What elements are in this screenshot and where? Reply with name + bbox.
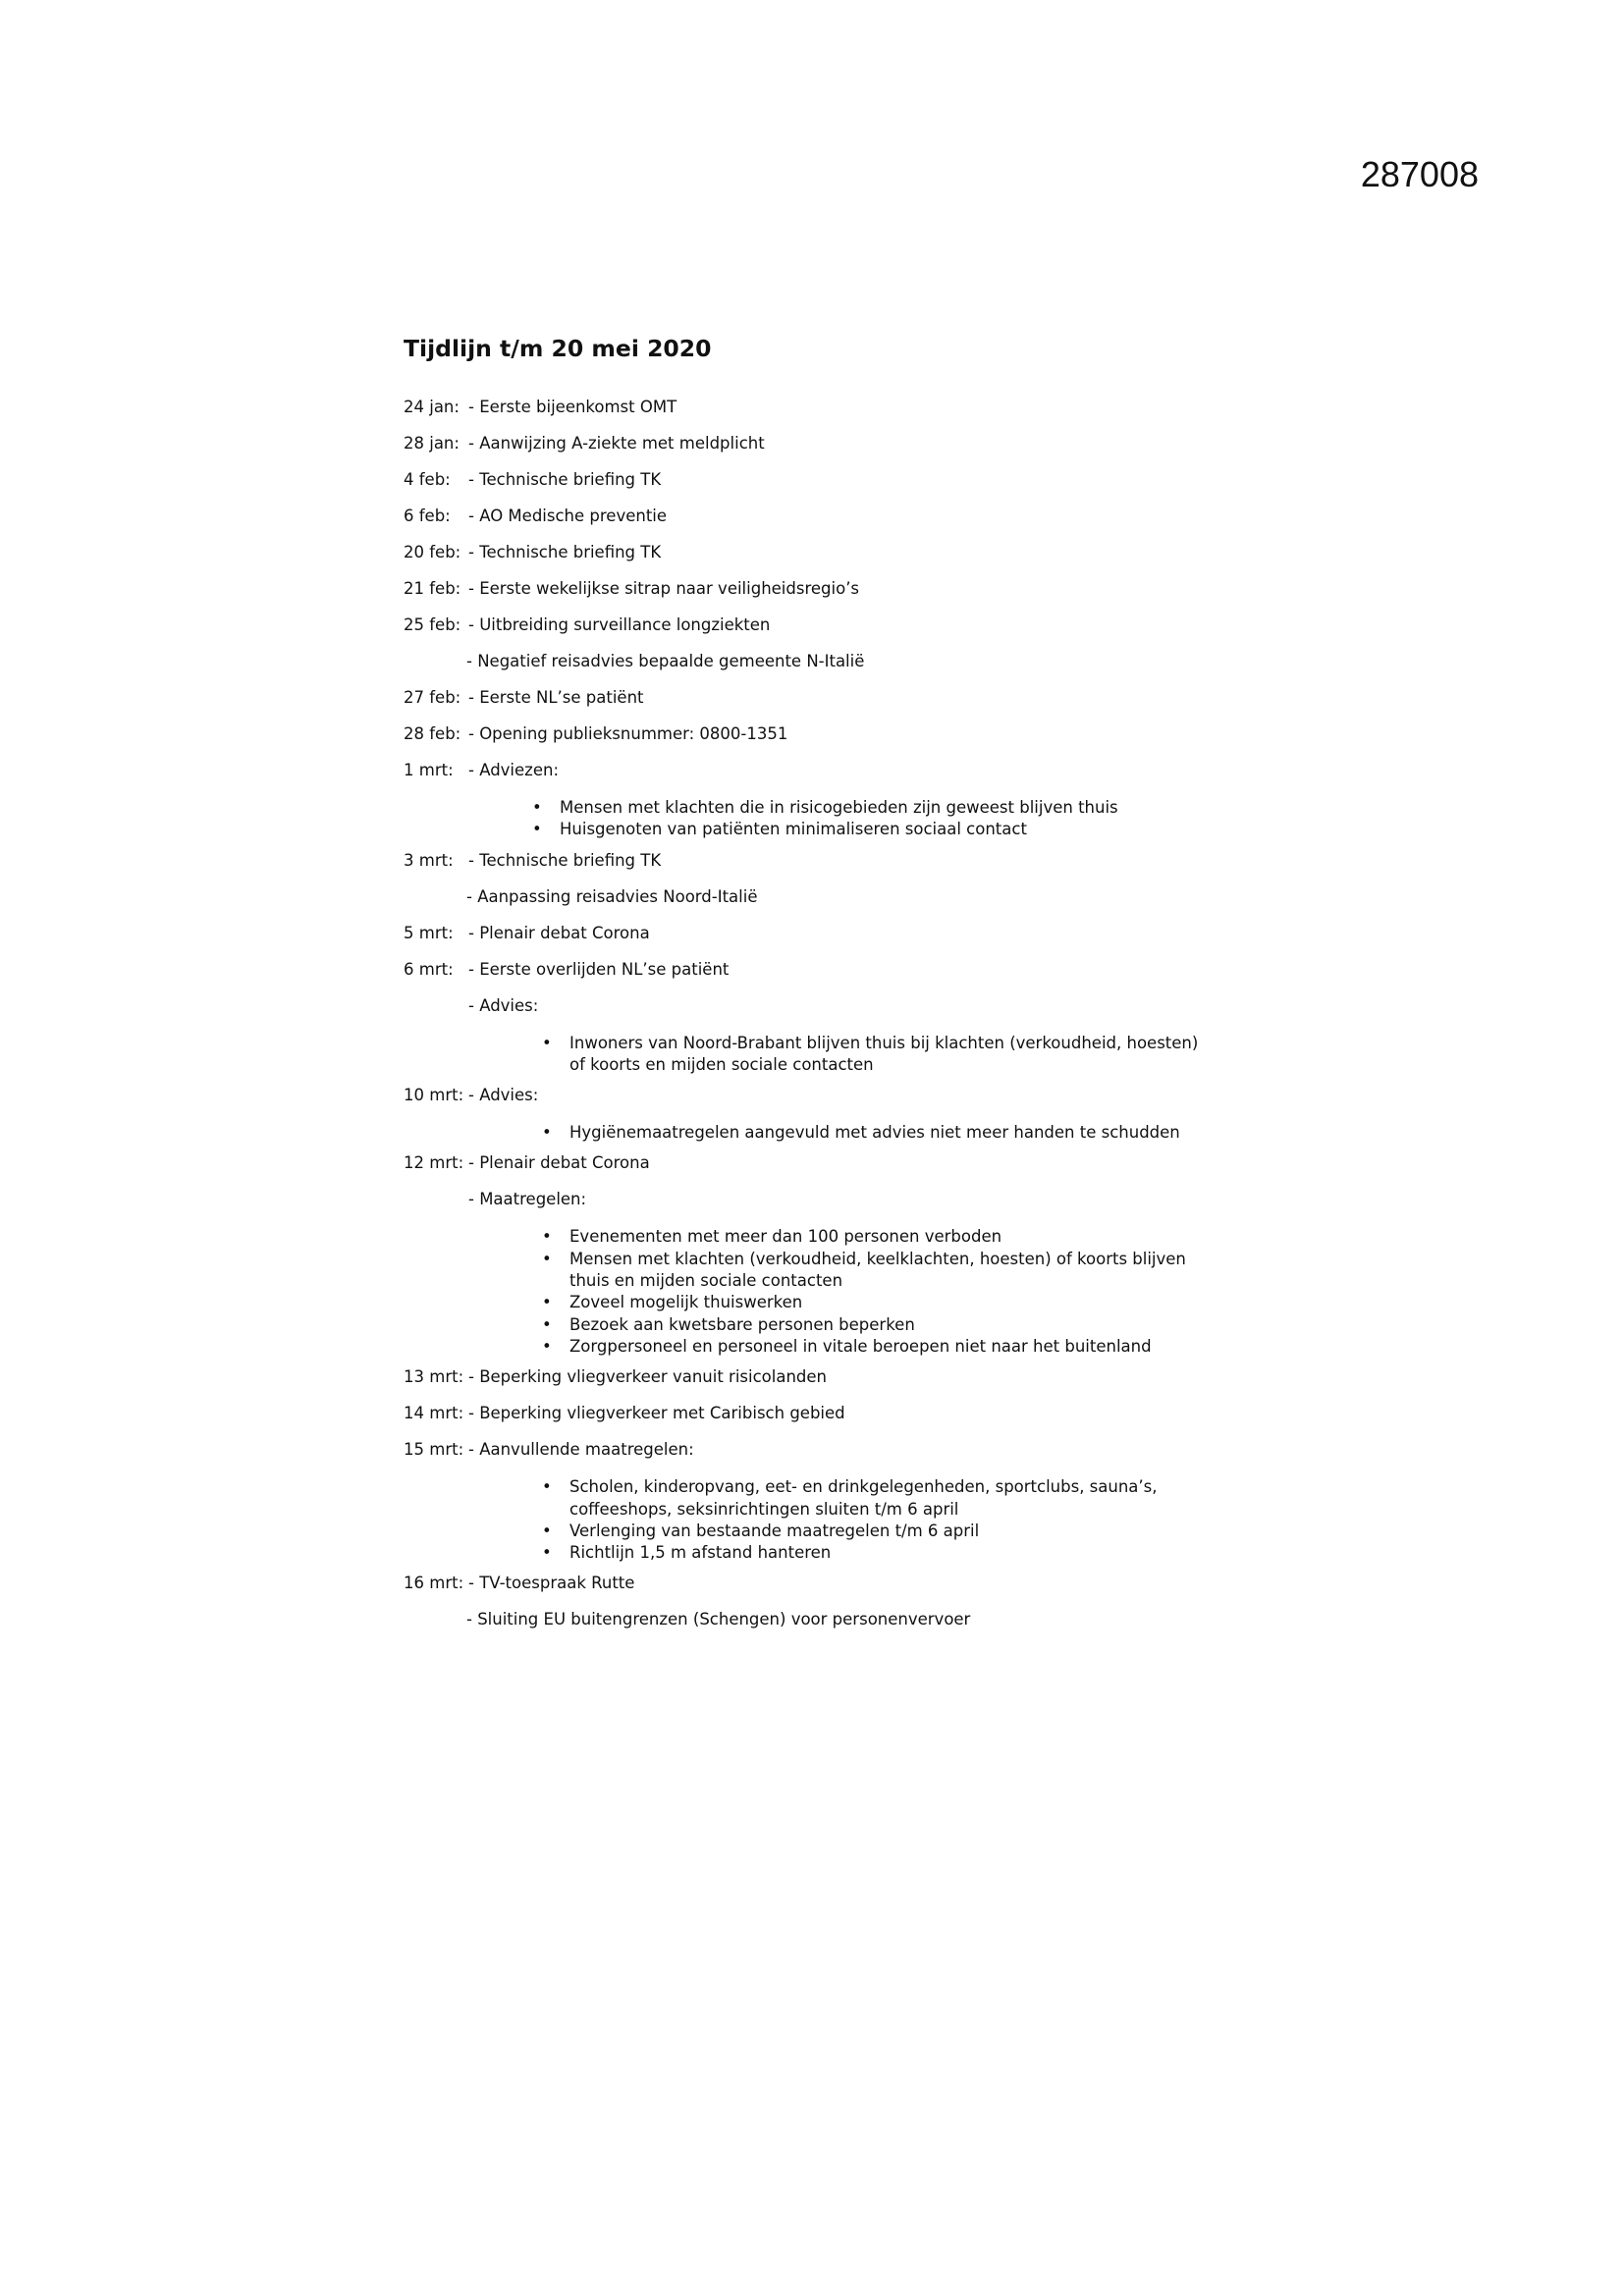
entry-text: - Sluiting EU buitengrenzen (Schengen) voor personenvervoer	[466, 1610, 971, 1629]
entry-text: - Plenair debat Corona	[468, 923, 650, 942]
list-item-line: • Scholen, kinderopvang, eet- en drinkgelegenheden, sportclubs, sauna’s,	[569, 1477, 1158, 1497]
entry-date: 6 mrt:	[404, 959, 454, 979]
timeline-entry	[0, 924, 1624, 950]
entry-text: - Beperking vliegverkeer vanuit risicolanden	[468, 1367, 827, 1387]
entry-date: 5 mrt:	[404, 923, 454, 942]
timeline-entry	[0, 960, 1624, 987]
timeline-entry	[0, 434, 1624, 460]
list-item	[569, 1122, 1624, 1144]
list-item	[569, 1226, 1624, 1248]
entry-text: - Negatief reisadvies bepaalde gemeente N-Italië	[466, 652, 865, 670]
bullet-list	[0, 1033, 1624, 1077]
timeline-entry	[0, 1367, 1624, 1394]
list-item	[569, 1542, 1624, 1564]
timeline-entry	[0, 579, 1624, 606]
timeline-entry	[0, 851, 1624, 878]
entry-date: 1 mrt:	[404, 761, 454, 779]
timeline-entry	[0, 615, 1624, 642]
entry-text: - TV-toespraak Rutte	[468, 1574, 635, 1593]
entry-date: 16 mrt:	[404, 1574, 464, 1593]
entry-date: 25 feb:	[404, 615, 461, 634]
entry-text: - Aanpassing reisadvies Noord-Italië	[466, 886, 758, 906]
bullet-list	[0, 1122, 1624, 1144]
timeline-entry	[0, 996, 1624, 1023]
list-item-line: • Richtlijn 1,5 m afstand hanteren	[569, 1543, 832, 1563]
entry-text: - Technische briefing TK	[468, 543, 662, 561]
list-item	[569, 1521, 1624, 1542]
list-item	[560, 819, 1624, 840]
bullet-list	[0, 797, 1624, 841]
entry-date: 20 feb:	[404, 543, 461, 561]
timeline-entry	[0, 1190, 1624, 1216]
list-item-line: • Inwoners van Noord-Brabant blijven thuis bij klachten (verkoudheid, hoesten)	[569, 1033, 1199, 1052]
entry-date: 28 feb:	[404, 724, 461, 743]
entry-date: 10 mrt:	[404, 1086, 464, 1105]
list-item-line: • Verlenging van bestaande maatregelen t/m 6 april	[569, 1521, 980, 1540]
timeline-entry	[0, 398, 1624, 424]
list-item-line: • Zoveel mogelijk thuiswerken	[569, 1293, 803, 1312]
entry-date: 4 feb:	[404, 470, 451, 489]
entry-date: 27 feb:	[404, 688, 461, 707]
bullet-list	[0, 1476, 1624, 1564]
entry-date: 6 feb:	[404, 507, 451, 525]
list-item-line: • Hygiënemaatregelen aangevuld met advies niet meer handen te schudden	[569, 1123, 1180, 1143]
list-item-line: • Evenementen met meer dan 100 personen verboden	[569, 1227, 1002, 1247]
entry-date: 24 jan:	[404, 398, 460, 416]
timeline-entry	[0, 1086, 1624, 1112]
entry-text: - Advies:	[468, 1086, 539, 1105]
entry-date: 12 mrt:	[404, 1153, 464, 1173]
timeline-entry	[0, 761, 1624, 787]
entry-date: 13 mrt:	[404, 1367, 464, 1387]
timeline-entry	[0, 724, 1624, 751]
timeline-entry	[0, 652, 1624, 678]
list-item	[569, 1336, 1624, 1358]
timeline-entry	[0, 1153, 1624, 1180]
list-item-line: coffeeshops, seksinrichtingen sluiten t/m 6 april	[569, 1499, 959, 1519]
list-item	[569, 1476, 1624, 1521]
document-number: 287008	[1360, 154, 1479, 194]
list-item-line: thuis en mijden sociale contacten	[569, 1271, 843, 1291]
entry-text: - Technische briefing TK	[468, 470, 662, 489]
timeline-entry	[0, 1610, 1624, 1636]
timeline-entry	[0, 887, 1624, 914]
entry-date: 3 mrt:	[404, 850, 454, 870]
entry-date: 14 mrt:	[404, 1404, 464, 1423]
entry-text: - Beperking vliegverkeer met Caribisch gebied	[468, 1404, 845, 1423]
list-item	[569, 1249, 1624, 1293]
list-item-line: • Mensen met klachten die in risicogebieden zijn geweest blijven thuis	[560, 798, 1118, 817]
entry-text: - Aanvullende maatregelen:	[468, 1440, 694, 1460]
list-item	[569, 1033, 1624, 1077]
entry-date: 28 jan:	[404, 434, 460, 453]
entry-text: - Plenair debat Corona	[468, 1153, 650, 1173]
timeline-entry	[0, 1404, 1624, 1430]
timeline-entry	[0, 688, 1624, 715]
list-item-line: • Bezoek aan kwetsbare personen beperken	[569, 1314, 915, 1334]
entry-text: - Eerste NL’se patiënt	[468, 688, 644, 707]
entry-text: - Advies:	[468, 995, 539, 1015]
entry-text: - Maatregelen:	[468, 1190, 587, 1209]
entry-text: - Eerste bijeenkomst OMT	[468, 398, 677, 416]
timeline-entry	[0, 507, 1624, 533]
entry-text: - Eerste overlijden NL’se patiënt	[468, 959, 730, 979]
list-item	[560, 797, 1624, 819]
entry-text: - AO Medische preventie	[468, 507, 668, 525]
timeline-entry	[0, 1574, 1624, 1600]
list-item-line: • Huisgenoten van patiënten minimaliseren sociaal contact	[560, 820, 1027, 839]
entry-date: 15 mrt:	[404, 1440, 464, 1460]
entry-text: - Opening publieksnummer: 0800-1351	[468, 724, 788, 743]
timeline-entry	[0, 1440, 1624, 1467]
entry-text: - Eerste wekelijkse sitrap naar veiligheidsregio’s	[468, 579, 860, 598]
timeline-entry	[0, 543, 1624, 569]
entry-text: - Uitbreiding surveillance longziekten	[468, 615, 771, 634]
bullet-list	[0, 1226, 1624, 1358]
page-title: Tijdlijn t/m 20 mei 2020	[404, 335, 712, 362]
entry-text: - Aanwijzing A-ziekte met meldplicht	[468, 434, 765, 453]
list-item	[569, 1314, 1624, 1336]
timeline	[0, 398, 1624, 1646]
list-item-line: • Zorgpersoneel en personeel in vitale beroepen niet naar het buitenland	[569, 1336, 1152, 1356]
entry-text: - Technische briefing TK	[468, 850, 662, 870]
entry-text: - Adviezen:	[468, 761, 559, 779]
list-item-line: of koorts en mijden sociale contacten	[569, 1054, 874, 1074]
timeline-entry	[0, 470, 1624, 497]
entry-date: 21 feb:	[404, 579, 461, 598]
list-item	[569, 1292, 1624, 1313]
list-item-line: • Mensen met klachten (verkoudheid, keelklachten, hoesten) of koorts blijven	[569, 1249, 1186, 1268]
